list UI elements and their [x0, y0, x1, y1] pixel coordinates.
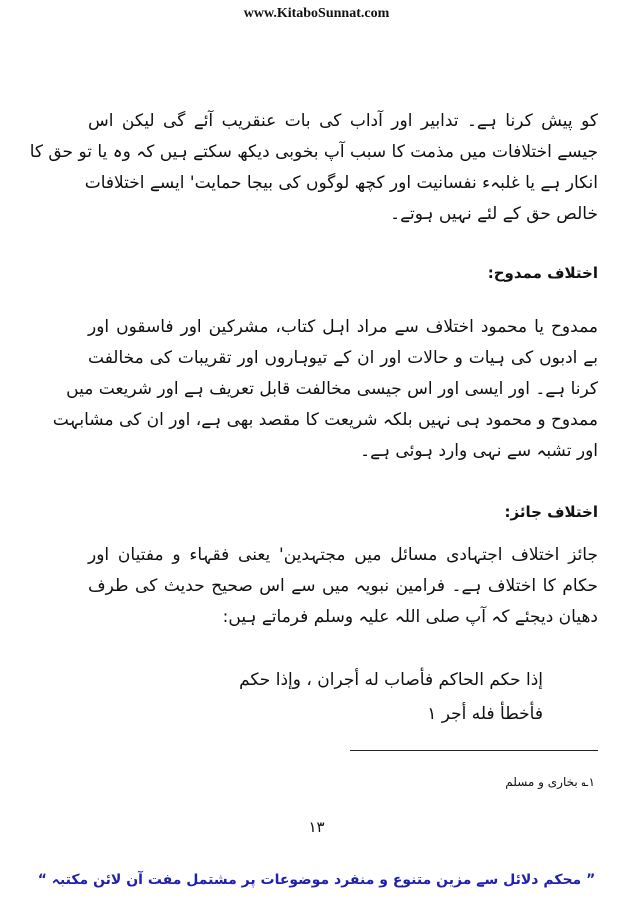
heading-permissible-disagreement: اختلاف جائز:: [504, 503, 598, 521]
paragraph-intro: [29, 106, 598, 230]
heading-praiseworthy-disagreement: اختلاف ممدوح:: [487, 264, 598, 282]
page-number: ۱۳: [308, 818, 325, 836]
text-line: کرنا ہے۔ اور ایسی اور اس جیسی مخالفت قابل تعریف ہے اور شریعت میں: [66, 379, 598, 399]
paragraph-praiseworthy: [52, 312, 598, 467]
text-line: جیسے اختلافات میں مذمت کا سبب آپ بخوبی دیکھ سکتے ہیں کہ وہ یا تو حق کا: [29, 142, 598, 162]
text-line: جائز اختلاف اجتہادی مسائل میں مجتہدین' یعنی فقہاء و مفتیان اور: [88, 545, 598, 565]
text-line: دھیان دیجئے کہ آپ صلی اللہ علیہ وسلم فرماتے ہیں:: [222, 607, 598, 627]
paragraph-permissible: [88, 540, 598, 633]
text-line: انکار ہے یا غلبہء نفسانیت اور کچھ لوگوں کی بیجا حمایت' ایسے اختلافات: [84, 173, 598, 193]
hadith-line-1: إذا حكم الحاكم فأصاب له أجران ، وإذا حكم: [239, 670, 543, 690]
hadith-line-2: فأخطأ فله أجر ۱: [427, 704, 543, 724]
footnote-divider: [350, 750, 598, 751]
text-line: حکام کا اختلاف ہے۔ فرامین نبویہ میں سے اس صحیح حدیث کی طرف: [88, 576, 598, 596]
text-line: ممدوح یا محمود اختلاف سے مراد اہل کتاب، مشرکین اور فاسقوں اور: [88, 317, 598, 337]
footnote: ۱؎ بخاری و مسلم: [505, 775, 595, 789]
text-line: کو پیش کرنا ہے۔ تدابیر اور آداب کی بات عنقریب آئے گی لیکن اس: [88, 111, 598, 131]
text-line: خالص حق کے لئے نہیں ہوتے۔: [390, 204, 598, 224]
site-url[interactable]: www.KitaboSunnat.com: [243, 6, 390, 21]
text-line: ممدوح و محمود ہی نہیں بلکہ شریعت کا مقصد بھی ہے، اور ان کی مشابہت: [52, 410, 598, 430]
text-line: اور تشبہ سے نہی وارد ہوئی ہے۔: [360, 441, 598, 461]
footer-banner: ” محکم دلائل سے مزین متنوع و منفرد موضوعات پر مشتمل مفت آن لائن مکتبہ “: [37, 872, 596, 888]
text-line: بے ادبوں کی ہیات و حالات اور ان کے تیوہاروں اور تقریبات کی مخالفت: [88, 348, 598, 368]
